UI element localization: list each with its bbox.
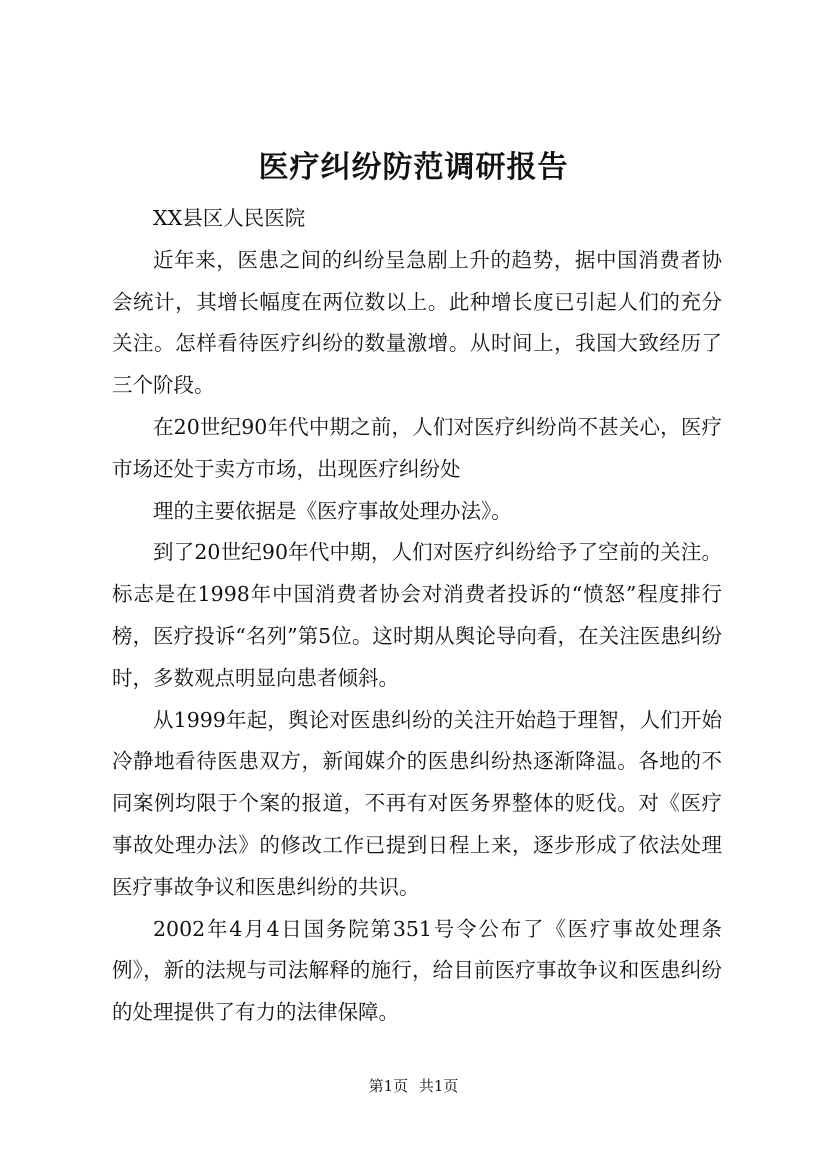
page-total: 共1页 — [418, 1077, 459, 1095]
document-title: 医疗纠纷防范调研报告 — [258, 150, 569, 185]
organization-line: XX县区人民医院 — [153, 206, 306, 230]
paragraph: 近年来，医患之间的纠纷呈急剧上升的趋势，据中国消费者协会统计，其增长幅度在两位数以上。此种增长度已引起人们的充分关注。怎样看待医疗纠纷的数量激增。从时间上，我国大致经历了三个阶段。 — [112, 247, 722, 398]
paragraph: 在20世纪90年代中期之前，人们对医疗纠纷尚不甚关心，医疗市场还处于卖方市场，出现医疗纠纷处 — [112, 414, 722, 481]
paragraph: 从1999年起，舆论对医患纠纷的关注开始趋于理智，人们开始冷静地看待医患双方，新闻媒介的医患纠纷热逐渐降温。各地的不同案例均限于个案的报道，不再有对医务界整体的贬伐。对《医疗事故处理办法》的修改工作已提到日程上来，逐步形成了依法处理医疗事故争议和医患纠纷的共识。 — [112, 707, 722, 899]
page-number: 第1页 — [368, 1077, 409, 1095]
paragraph: 理的主要依据是《医疗事故处理办法》。 — [153, 498, 512, 523]
paragraph: 2002年4月4日国务院第351号令公布了《医疗事故处理条例》，新的法规与司法解释的施行，给目前医疗事故争议和医患纠纷的处理提供了有力的法律保障。 — [112, 916, 722, 1025]
page-footer — [0, 1076, 827, 1096]
paragraph: 到了20世纪90年代中期，人们对医疗纠纷给予了空前的关注。标志是在1998年中国消费者协会对消费者投诉的“愤怒”程度排行榜，医疗投诉“名列”第5位。这时期从舆论导向看，在关注医患纠纷时，多数观点明显向患者倾斜。 — [112, 540, 722, 690]
document-body — [112, 198, 722, 1034]
